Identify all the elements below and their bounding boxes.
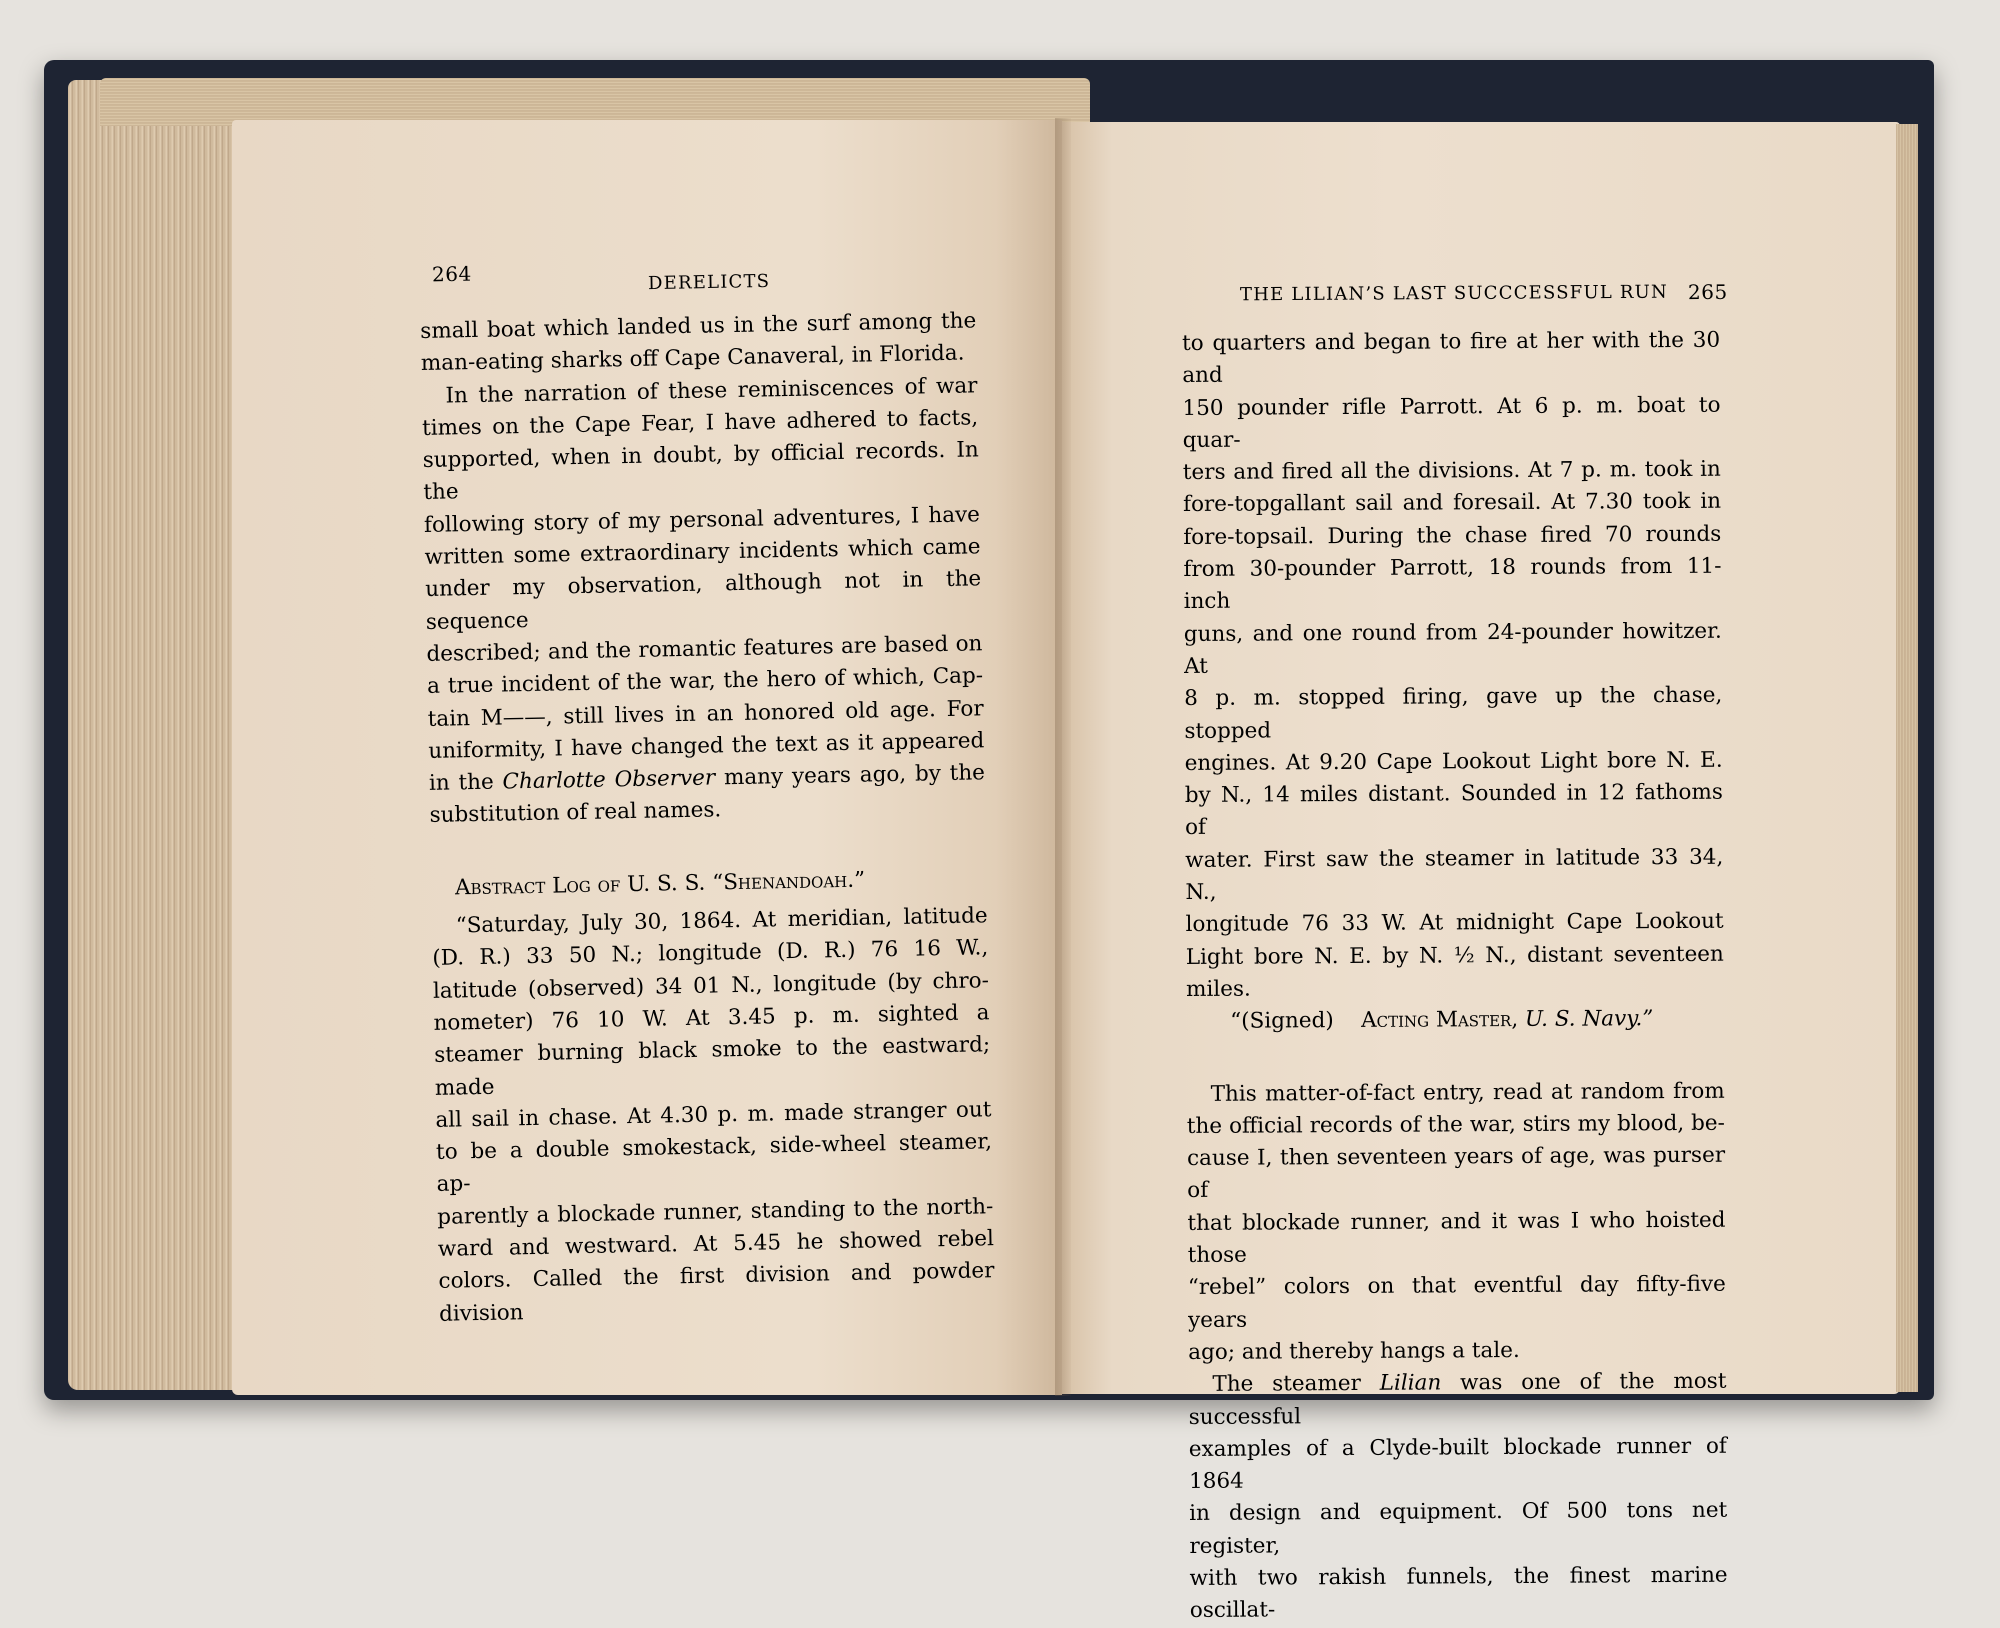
text-line: “Saturday, July 30, 1864. At meridian, latitude: [455, 903, 988, 939]
signature-navy: U. S. Navy.”: [1524, 1006, 1654, 1033]
text-line: all sail in chase. At 4.30 p. m. made stranger out: [435, 1097, 992, 1133]
text-fragment: was one of the most successful: [1188, 1368, 1727, 1430]
text-fragment: in the: [428, 769, 503, 797]
text-line: guns, and one round from 24-pounder howitzer. At: [1183, 618, 1722, 679]
text-line: following story of my personal adventures, I have: [423, 502, 981, 538]
text-line: times on the Cape Fear, I have adhered to facts,: [421, 405, 979, 441]
log-heading: Abstract Log of U. S. S. “Shenandoah.”: [454, 867, 866, 901]
text-line: to be a double smokestack, side-wheel steamer, ap-: [435, 1129, 993, 1198]
text-line: small boat which landed us in the surf among the: [420, 308, 977, 344]
ship-name: Lilian: [1379, 1370, 1442, 1397]
text-line: written some extraordinary incidents which came: [424, 534, 981, 571]
book-gutter: [1055, 118, 1071, 1396]
text-line: cause I, then seventeen years of age, was purser of: [1186, 1142, 1726, 1204]
text-line: Light bore N. E. by N. ½ N., distant seventeen: [1185, 941, 1724, 970]
text-line: man-eating sharks off Cape Canaveral, in Florida.: [420, 340, 965, 377]
signature-rank: Acting Master,: [1360, 1007, 1519, 1034]
text-line: ago; and thereby hangs a tale.: [1188, 1337, 1520, 1365]
text-line: latitude (observed) 34 01 N., longitude (by chro-: [432, 967, 990, 1004]
text-line: by N., 14 miles distant. Sounded in 12 fathoms of: [1184, 779, 1723, 841]
text-line: 8 p. m. stopped firing, gave up the chase, stopped: [1184, 682, 1723, 744]
left-running-head: DERELICTS: [647, 270, 771, 295]
text-line: substitution of real names.: [429, 797, 722, 829]
text-line: a true incident of the war, the hero of which, Cap-: [426, 663, 984, 700]
text-line: “rebel” colors on that eventful day fifty-five years: [1187, 1272, 1726, 1333]
text-line: nometer) 76 10 W. At 3.45 p. m. sighted a: [433, 1000, 990, 1036]
right-page-number: 265: [1687, 279, 1728, 305]
text-line: fore-topsail. During the chase fired 70 rounds: [1183, 521, 1722, 550]
text-line: colors. Called the first division and powder division: [438, 1258, 995, 1327]
text-line: engines. At 9.20 Cape Lookout Light bore N. E.: [1184, 747, 1723, 776]
left-page-text: [420, 305, 995, 1330]
text-line: examples of a Clyde-built blockade runner of 1864: [1188, 1433, 1727, 1495]
text-line: tain M——, still lives in an honored old age. For: [427, 695, 984, 732]
text-line: longitude 76 33 W. At midnight Cape Lookout: [1185, 909, 1724, 938]
text-line: described; and the romantic features are based on: [426, 631, 983, 667]
text-line: water. First saw the steamer in latitude 33 34, N.,: [1185, 844, 1724, 906]
text-line: This matter-of-fact entry, read at random from: [1210, 1078, 1725, 1107]
text-line: to quarters and began to fire at her with the 30 and: [1182, 327, 1721, 389]
newspaper-title: Charlotte Observer: [502, 765, 716, 795]
text-line: that blockade runner, and it was I who hoisted those: [1187, 1207, 1726, 1268]
text-line: with two rakish funnels, the finest marine oscillat-: [1189, 1562, 1728, 1624]
text-line: parently a blockade runner, standing to the north-: [437, 1193, 994, 1230]
right-page-edges: [1896, 124, 1918, 1392]
page-top-edges: [100, 78, 1090, 126]
text-line: miles.: [1185, 976, 1251, 1002]
right-running-head: THE LILIAN’S LAST SUCCCESSFUL RUN: [1239, 281, 1668, 306]
text-line: [1188, 1366, 1726, 1434]
text-line: ward and westward. At 5.45 he showed rebel: [437, 1226, 995, 1262]
text-line: the official records of the war, stirs my blood, be-: [1186, 1110, 1725, 1139]
right-page-text: [1182, 325, 1728, 1628]
text-line: In the narration of these reminiscences of war: [445, 372, 978, 409]
text-fragment: The steamer: [1212, 1371, 1380, 1398]
signature-signed: “(Signed): [1230, 1008, 1334, 1034]
text-line: in design and equipment. Of 500 tons net register,: [1189, 1498, 1728, 1559]
left-page-number: 264: [431, 261, 472, 287]
text-fragment: many years ago, by the: [714, 760, 986, 791]
signature-line: [1186, 1003, 1724, 1039]
text-line: under my observation, although not in the sequence: [425, 566, 982, 635]
text-line: steamer burning black smoke to the eastward; made: [433, 1032, 991, 1101]
text-line: supported, when in doubt, by official records. In the: [422, 437, 979, 506]
text-line: uniformity, I have changed the text as it appeared: [428, 728, 985, 764]
text-line: fore-topgallant sail and foresail. At 7.30 took in: [1183, 489, 1722, 518]
text-line: 150 pounder rifle Parrott. At 6 p. m. boat to quar-: [1182, 392, 1721, 453]
text-line: ters and fired all the divisions. At 7 p. m. took in: [1182, 456, 1721, 486]
text-line: from 30-pounder Parrott, 18 rounds from 11-inch: [1183, 553, 1722, 615]
text-line: (D. R.) 33 50 N.; longitude (D. R.) 76 16 W.,: [432, 935, 989, 972]
